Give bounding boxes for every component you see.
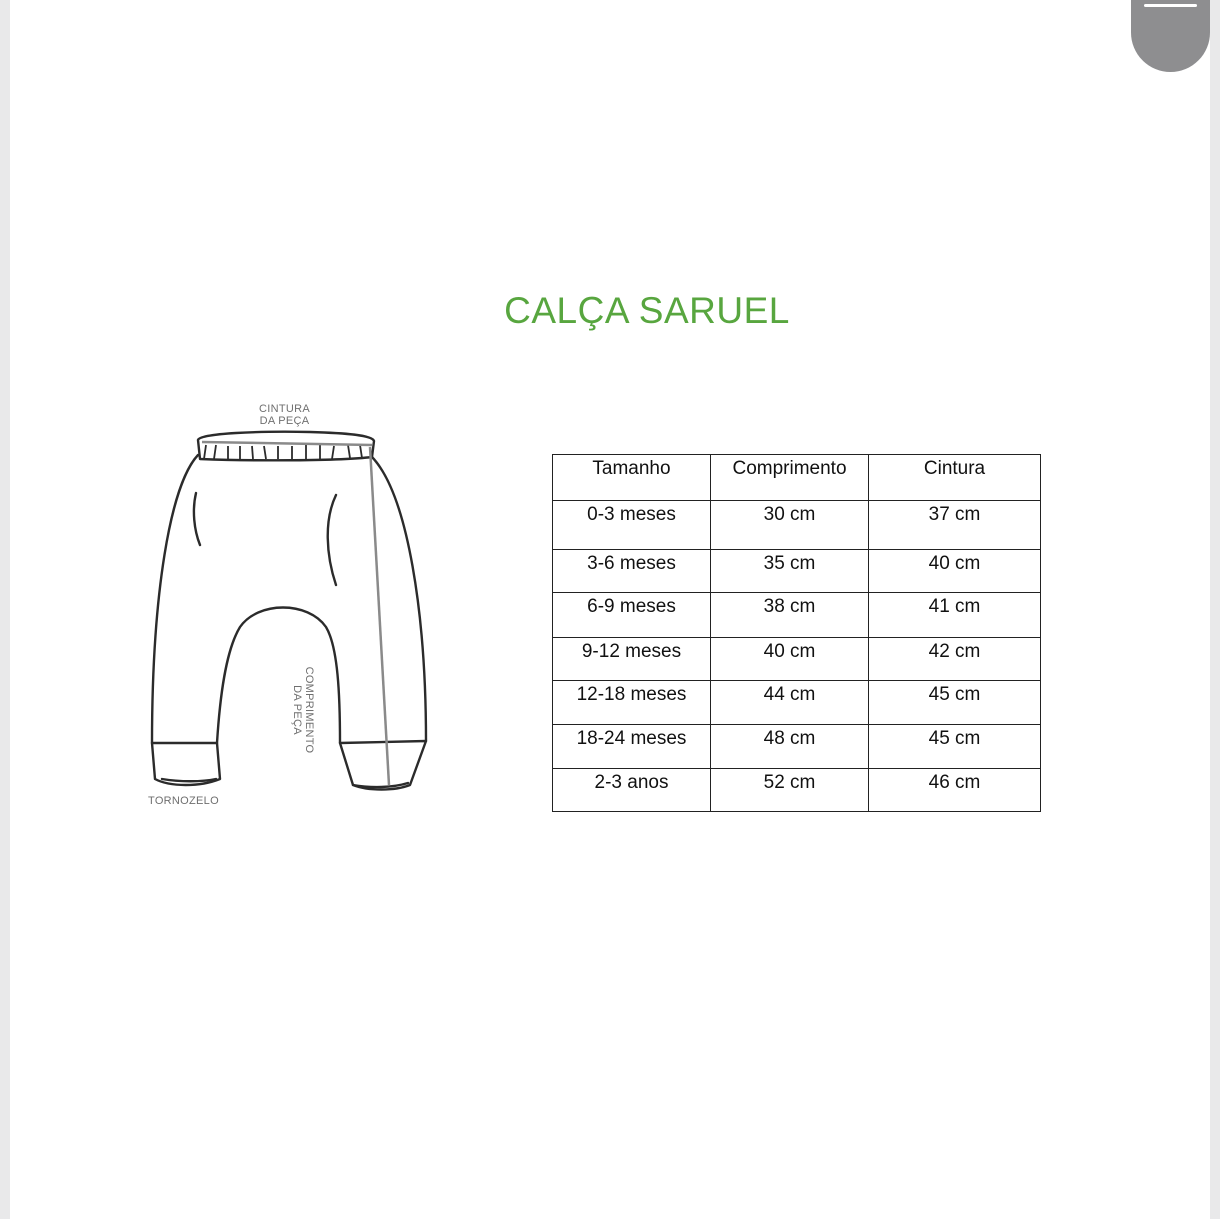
length-cell: 38 cm <box>711 593 869 638</box>
page-title: CALÇA SARUEL <box>504 290 790 331</box>
waist-label <box>259 403 310 427</box>
length-label-line2: DA PEÇA <box>291 685 303 735</box>
length-cell: 44 cm <box>711 681 869 725</box>
waist-cell: 41 cm <box>869 593 1041 638</box>
length-cell: 30 cm <box>711 501 869 550</box>
waist-cell: 45 cm <box>869 725 1041 769</box>
table-header-row <box>553 455 1041 501</box>
waist-label-line2: DA PEÇA <box>259 415 310 427</box>
table-row <box>553 681 1041 725</box>
length-label-line1: COMPRIMENTO <box>303 666 315 754</box>
ankle-label: TORNOZELO <box>148 795 219 807</box>
size-cell: 9-12 meses <box>553 638 711 681</box>
header-size: Tamanho <box>553 455 711 501</box>
length-label <box>291 645 315 775</box>
table-row <box>553 638 1041 681</box>
size-cell: 12-18 meses <box>553 681 711 725</box>
size-cell: 18-24 meses <box>553 725 711 769</box>
pants-illustration <box>140 395 440 815</box>
table-row <box>553 501 1041 550</box>
waist-cell: 40 cm <box>869 550 1041 593</box>
waist-label-line1: CINTURA <box>259 403 310 415</box>
menu-icon[interactable] <box>1144 4 1197 7</box>
table-row <box>553 769 1041 812</box>
size-cell: 2-3 anos <box>553 769 711 812</box>
size-table <box>552 454 1041 812</box>
waist-cell: 46 cm <box>869 769 1041 812</box>
waist-cell: 45 cm <box>869 681 1041 725</box>
header-waist: Cintura <box>869 455 1041 501</box>
waist-cell: 37 cm <box>869 501 1041 550</box>
length-cell: 40 cm <box>711 638 869 681</box>
length-cell: 35 cm <box>711 550 869 593</box>
table-row <box>553 725 1041 769</box>
header-length: Comprimento <box>711 455 869 501</box>
length-cell: 48 cm <box>711 725 869 769</box>
size-cell: 3-6 meses <box>553 550 711 593</box>
waist-cell: 42 cm <box>869 638 1041 681</box>
pants-diagram <box>140 395 440 815</box>
table-row <box>553 593 1041 638</box>
size-cell: 6-9 meses <box>553 593 711 638</box>
table-row <box>553 550 1041 593</box>
length-cell: 52 cm <box>711 769 869 812</box>
size-cell: 0-3 meses <box>553 501 711 550</box>
